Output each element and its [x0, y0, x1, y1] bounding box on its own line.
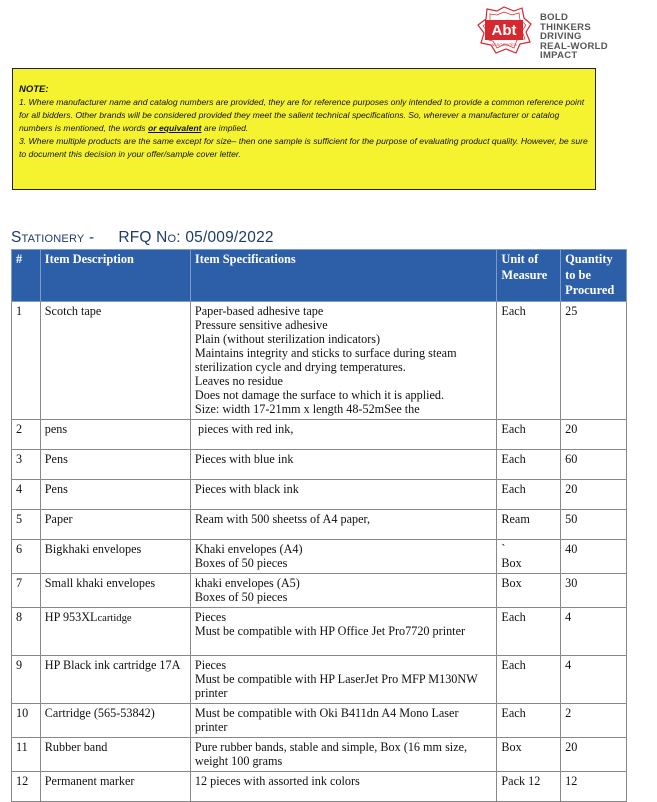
- cell-unit: Box: [497, 573, 561, 607]
- cell-unit: Each: [497, 449, 561, 479]
- note-text-end: are implied.: [201, 123, 249, 133]
- spec-line: Pieces: [194, 657, 227, 672]
- cell-number: 7: [12, 573, 41, 607]
- cell-unit: Each: [497, 301, 561, 419]
- logo-text: Abt: [491, 22, 517, 39]
- section-heading: [11, 229, 274, 247]
- cell-unit: Each: [497, 607, 561, 655]
- desc-text-small: cartidge: [97, 612, 132, 624]
- cell-quantity: 20: [561, 479, 627, 509]
- cell-quantity: 2: [561, 703, 627, 737]
- header-quantity: Quantity to be Procured: [561, 250, 627, 302]
- table-row: [12, 771, 627, 801]
- cell-description: Rubber band: [40, 737, 190, 771]
- section-title: Stationery -: [11, 229, 95, 246]
- desc-text: HP 953XL: [44, 609, 98, 624]
- cell-description: Small khaki envelopes: [40, 573, 190, 607]
- cell-unit: Each: [497, 703, 561, 737]
- logo-tagline: [540, 13, 650, 61]
- spec-line: Boxes of 50 pieces: [194, 555, 288, 570]
- cell-number: 1: [12, 301, 41, 419]
- cell-unit: Each: [497, 655, 561, 703]
- spec-line: Ream with 500 sheetss of A4 paper,: [194, 511, 371, 526]
- header-description: Item Description: [40, 250, 190, 302]
- note-text: 1. Where manufacturer name and catalog numbers are provided, they are for reference purposes only intended to provide a common reference point for all bidders. Other brands will be considered provided they meet the salient technical specifications. So, wherever a manufacturer or catalog numbers is mentioned, the words: [19, 97, 585, 133]
- cell-quantity: 20: [561, 419, 627, 449]
- cell-unit: Box: [497, 737, 561, 771]
- cell-number: 3: [12, 449, 41, 479]
- tagline-line: BOLD: [540, 12, 569, 23]
- spec-line: Pieces with blue ink: [194, 451, 294, 466]
- company-logo: [476, 6, 646, 62]
- cell-quantity: 60: [561, 449, 627, 479]
- spec-line: Must be compatible with HP Office Jet Pro7720 printer: [194, 623, 466, 638]
- spec-line: Boxes of 50 pieces: [194, 589, 288, 604]
- cell-number: 2: [12, 419, 41, 449]
- cell-quantity: 25: [561, 301, 627, 419]
- spec-line: khaki envelopes (A5): [194, 575, 300, 590]
- cell-description: Paper: [40, 509, 190, 539]
- spec-line: Pressure sensitive adhesive: [194, 317, 328, 332]
- cell-specification: [190, 771, 496, 801]
- tagline-line: THINKERS: [540, 21, 591, 33]
- spec-line: Must be compatible with HP LaserJet Pro MFP M130NW printer: [194, 671, 478, 700]
- rfq-number: RFQ No: 05/009/2022: [118, 229, 274, 246]
- abt-logo-mark: [476, 6, 532, 54]
- cell-description: Pens: [40, 479, 190, 509]
- cell-specification: [190, 419, 496, 449]
- note-item-1: [19, 96, 589, 135]
- items-table: [11, 249, 627, 802]
- cell-quantity: 4: [561, 607, 627, 655]
- cell-number: 11: [12, 737, 41, 771]
- cell-specification: [190, 655, 496, 703]
- spec-line: Pure rubber bands, stable and simple, Box (16 mm size, weight 100 grams: [194, 739, 468, 768]
- table-row: [12, 479, 627, 509]
- table-row: [12, 539, 627, 573]
- cell-specification: [190, 449, 496, 479]
- cell-specification: [190, 539, 496, 573]
- cell-quantity: 4: [561, 655, 627, 703]
- spec-line: Does not damage the surface to which it is applied.: [194, 387, 445, 402]
- note-box: [12, 68, 596, 190]
- tagline-line: IMPACT: [540, 50, 578, 62]
- cell-description: Scotch tape: [40, 301, 190, 419]
- cell-quantity: 20: [561, 737, 627, 771]
- cell-description: pens: [40, 419, 190, 449]
- cell-description: Cartridge (565-53842): [40, 703, 190, 737]
- table-row: [12, 449, 627, 479]
- note-emphasis: or equivalent: [147, 123, 202, 133]
- cell-description: Bigkhaki envelopes: [40, 539, 190, 573]
- spec-line: Paper-based adhesive tape: [194, 303, 324, 318]
- tagline-line: REAL-WORLD: [540, 40, 608, 52]
- note-item-3: 3. Where multiple products are the same except for size– then one sample is sufficient for the purpose of evaluating product quality. However, be sure to document this decision in your offer/sample cover letter.: [19, 136, 588, 159]
- cell-description: Pens: [40, 449, 190, 479]
- cell-specification: [190, 607, 496, 655]
- cell-specification: [190, 479, 496, 509]
- cell-description: [40, 607, 190, 655]
- spec-line: Leaves no residue: [194, 373, 283, 388]
- header-unit: Unit of Measure: [497, 250, 561, 302]
- cell-number: 10: [12, 703, 41, 737]
- cell-unit: Each: [497, 479, 561, 509]
- cell-number: 12: [12, 771, 41, 801]
- cell-specification: [190, 737, 496, 771]
- cell-specification: [190, 573, 496, 607]
- table-row: [12, 607, 627, 655]
- cell-quantity: 40: [561, 539, 627, 573]
- cell-description: Permanent marker: [40, 771, 190, 801]
- table-row: [12, 737, 627, 771]
- tagline-line: DRIVING: [540, 31, 582, 43]
- cell-number: 6: [12, 539, 41, 573]
- cell-number: 9: [12, 655, 41, 703]
- spec-line: Must be compatible with Oki B411dn A4 Mono Laser printer: [194, 705, 459, 734]
- cell-number: 4: [12, 479, 41, 509]
- cell-quantity: 50: [561, 509, 627, 539]
- cell-number: 5: [12, 509, 41, 539]
- cell-unit: Pack 12: [497, 771, 561, 801]
- header-number: #: [12, 250, 41, 302]
- header-specifications: Item Specifications: [190, 250, 496, 302]
- logo-subtext: ASSOCIATES: [491, 42, 517, 47]
- cell-specification: [190, 301, 496, 419]
- note-title: NOTE:: [19, 84, 49, 95]
- table-row: [12, 655, 627, 703]
- table-header-row: [12, 250, 627, 302]
- cell-specification: [190, 509, 496, 539]
- spec-line: Pieces: [194, 609, 227, 624]
- spec-line: 12 pieces with assorted ink colors: [194, 773, 360, 788]
- table-row: [12, 509, 627, 539]
- cell-number: 8: [12, 607, 41, 655]
- spec-line: Pieces with black ink: [194, 481, 299, 496]
- cell-unit: Each: [497, 419, 561, 449]
- cell-description: HP Black ink cartridge 17A: [40, 655, 190, 703]
- spec-line: Khaki envelopes (A4): [194, 541, 303, 556]
- table-row: [12, 703, 627, 737]
- cell-specification: [190, 703, 496, 737]
- spec-line: Maintains integrity and sticks to surface during steam sterilization cycle and drying temperatures.: [194, 345, 457, 374]
- cell-unit: ` Box: [497, 539, 561, 573]
- table-row: [12, 419, 627, 449]
- spec-line: pieces with red ink,: [194, 421, 294, 436]
- cell-quantity: 12: [561, 771, 627, 801]
- spec-line: Plain (without sterilization indicators): [194, 331, 381, 346]
- spec-line: Size: width 17-21mm x length 48-52mSee the: [194, 401, 420, 416]
- cell-unit: Ream: [497, 509, 561, 539]
- table-row: [12, 301, 627, 419]
- cell-quantity: 30: [561, 573, 627, 607]
- table-row: [12, 573, 627, 607]
